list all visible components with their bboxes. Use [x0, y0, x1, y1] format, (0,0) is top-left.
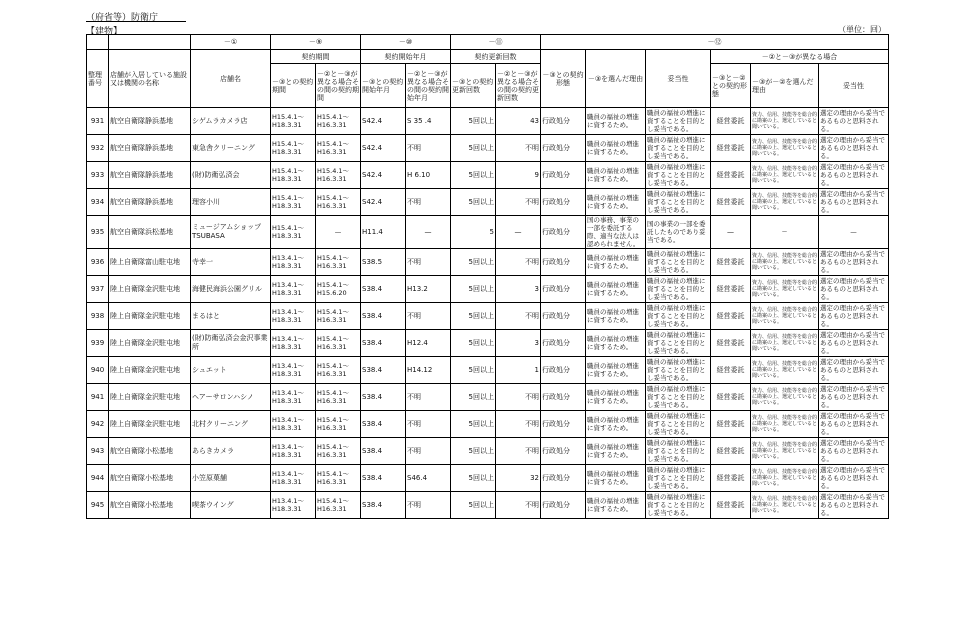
row-no: 944 — [87, 465, 109, 492]
shop-name-cell: ミュージアムショップTSUBASA — [191, 216, 271, 249]
th-diff: －②と－③が異なる場合 — [711, 50, 889, 64]
header-underline — [86, 21, 186, 22]
renew-a-cell: 5回以上 — [451, 465, 496, 492]
th-start-b: －②と－③が異なる場合その間の契約開始年月 — [406, 64, 451, 108]
validity-2-cell: 選定の理由から妥当であるものと思料される。 — [819, 438, 889, 465]
form-cell: 行政処分 — [541, 108, 586, 135]
renew-a-cell: 5回以上 — [451, 162, 496, 189]
reason-2-cell: 資力、信用、技能等を総合的に勘案の上、選定していると聞いている。 — [751, 135, 819, 162]
shop-name-cell: ヘアーサロンハシノ — [191, 384, 271, 411]
form-2-cell: 経営委託 — [711, 162, 751, 189]
reason-2-cell: 資力、信用、技能等を総合的に勘案の上、選定していると聞いている。 — [751, 108, 819, 135]
form-2-cell: 経営委託 — [711, 189, 751, 216]
reason-cell: 職員の福祉の増進に資するため。 — [586, 108, 646, 135]
start-a-cell: S42.4 — [361, 189, 406, 216]
validity-cell: 職員の福祉の増進に資することを目的とし妥当である。 — [646, 135, 711, 162]
unit-label: （単位：回） — [838, 25, 886, 34]
table-row — [87, 357, 889, 384]
period-a-cell: H13.4.1～ H18.3.31 — [271, 384, 316, 411]
validity-2-cell: 選定の理由から妥当であるものと思料される。 — [819, 162, 889, 189]
reason-2-cell: 資力、信用、技能等を総合的に勘案の上、選定していると聞いている。 — [751, 357, 819, 384]
validity-cell: 職員の福祉の増進に資することを目的とし妥当である。 — [646, 357, 711, 384]
renew-a-cell: 5回以上 — [451, 303, 496, 330]
period-a-cell: H15.4.1～ H18.3.31 — [271, 162, 316, 189]
shop-name-cell: 寺幸一 — [191, 249, 271, 276]
validity-2-cell: 選定の理由から妥当であるものと思料される。 — [819, 249, 889, 276]
start-b-cell: S 35 .4 — [406, 108, 451, 135]
row-no: 945 — [87, 492, 109, 519]
form-2-cell: 経営委託 — [711, 465, 751, 492]
shop-name-cell: 理容小川 — [191, 189, 271, 216]
start-a-cell: S42.4 — [361, 135, 406, 162]
renew-a-cell: 5 — [451, 216, 496, 249]
shop-name-cell: シュエット — [191, 357, 271, 384]
facility-cell: 陸上自衛隊金沢駐屯地 — [109, 276, 191, 303]
period-a-cell: H13.4.1～ H18.3.31 — [271, 492, 316, 519]
form-cell: 行政処分 — [541, 303, 586, 330]
validity-2-cell: 選定の理由から妥当であるものと思料される。 — [819, 276, 889, 303]
reason-cell: 職員の福祉の増進に資するため。 — [586, 438, 646, 465]
period-a-cell: H13.4.1～ H18.3.31 — [271, 276, 316, 303]
th-validity: 妥当性 — [646, 50, 711, 108]
row-no: 939 — [87, 330, 109, 357]
th-blank — [109, 35, 191, 50]
start-b-cell: 不明 — [406, 135, 451, 162]
form-2-cell: 経営委託 — [711, 303, 751, 330]
start-a-cell: S42.4 — [361, 162, 406, 189]
period-a-cell: H13.4.1～ H18.3.31 — [271, 330, 316, 357]
facility-cell: 航空自衛隊小松基地 — [109, 492, 191, 519]
start-a-cell: H11.4 — [361, 216, 406, 249]
validity-cell: 職員の福祉の増進に資することを目的とし妥当である。 — [646, 162, 711, 189]
facility-cell: 航空自衛隊静浜基地 — [109, 135, 191, 162]
renew-b-cell: 不明 — [496, 303, 541, 330]
form-cell: 行政処分 — [541, 330, 586, 357]
renew-b-cell: 3 — [496, 276, 541, 303]
validity-2-cell: 選定の理由から妥当であるものと思料される。 — [819, 189, 889, 216]
form-cell: 行政処分 — [541, 438, 586, 465]
start-b-cell: H13.2 — [406, 276, 451, 303]
validity-cell: 職員の福祉の増進に資することを目的とし妥当である。 — [646, 108, 711, 135]
row-no: 935 — [87, 216, 109, 249]
reason-cell: 職員の福祉の増進に資するため。 — [586, 135, 646, 162]
period-b-cell: H15.4.1～ H16.3.31 — [316, 162, 361, 189]
th-blank — [87, 35, 109, 50]
table-row — [87, 438, 889, 465]
th-group-10: －⑩ — [361, 35, 451, 50]
th-renew-b: －②と－③が異なる場合その間の契約更新回数 — [496, 64, 541, 108]
start-b-cell: — — [406, 216, 451, 249]
form-2-cell: 経営委託 — [711, 108, 751, 135]
validity-2-cell: 選定の理由から妥当であるものと思料される。 — [819, 492, 889, 519]
renew-a-cell: 5回以上 — [451, 357, 496, 384]
reason-cell: 職員の福祉の増進に資するため。 — [586, 276, 646, 303]
form-cell: 行政処分 — [541, 189, 586, 216]
shop-name-cell: 小笠原菓舗 — [191, 465, 271, 492]
reason-2-cell: 資力、信用、技能等を総合的に勘案の上、選定していると聞いている。 — [751, 276, 819, 303]
th-group-1: －① — [191, 35, 271, 50]
table-row — [87, 384, 889, 411]
period-b-cell: H15.4.1～ H16.3.31 — [316, 303, 361, 330]
reason-2-cell: 資力、信用、技能等を総合的に勘案の上、選定していると聞いている。 — [751, 438, 819, 465]
shop-name-cell: まるはと — [191, 303, 271, 330]
row-no: 931 — [87, 108, 109, 135]
table-row — [87, 276, 889, 303]
validity-cell: 職員の福祉の増進に資することを目的とし妥当である。 — [646, 249, 711, 276]
renew-b-cell: 不明 — [496, 249, 541, 276]
validity-2-cell: 選定の理由から妥当であるものと思料される。 — [819, 108, 889, 135]
th-facility: 店舗が入居している施設又は機関の名称 — [109, 50, 191, 108]
start-b-cell: 不明 — [406, 249, 451, 276]
validity-2-cell: 選定の理由から妥当であるものと思料される。 — [819, 357, 889, 384]
start-b-cell: H12.4 — [406, 330, 451, 357]
form-cell: 行政処分 — [541, 411, 586, 438]
th-group-12: －⑫ — [541, 35, 889, 50]
reason-2-cell: 資力、信用、技能等を総合的に勘案の上、選定していると聞いている。 — [751, 492, 819, 519]
th-form: －③との契約形態 — [541, 50, 586, 108]
start-a-cell: S38.5 — [361, 249, 406, 276]
th-validity-2: 妥当性 — [819, 64, 889, 108]
reason-cell: 職員の福祉の増進に資するため。 — [586, 330, 646, 357]
period-a-cell: H13.4.1～ H18.3.31 — [271, 438, 316, 465]
reason-cell: 国の事務、事業の一部を委託する際、適当な法人は認められません。 — [586, 216, 646, 249]
start-b-cell: 不明 — [406, 384, 451, 411]
facility-cell: 陸上自衛隊金沢駐屯地 — [109, 330, 191, 357]
facility-cell: 陸上自衛隊金沢駐屯地 — [109, 357, 191, 384]
period-a-cell: H13.4.1～ H18.3.31 — [271, 303, 316, 330]
row-no: 934 — [87, 189, 109, 216]
facility-cell: 航空自衛隊静浜基地 — [109, 189, 191, 216]
form-2-cell: 経営委託 — [711, 135, 751, 162]
start-b-cell: 不明 — [406, 303, 451, 330]
period-a-cell: H15.4.1～ H18.3.31 — [271, 135, 316, 162]
period-b-cell: H15.4.1～ H15.6.20 — [316, 276, 361, 303]
validity-cell: 職員の福祉の増進に資することを目的とし妥当である。 — [646, 303, 711, 330]
table-row — [87, 411, 889, 438]
table-row — [87, 249, 889, 276]
renew-a-cell: 5回以上 — [451, 276, 496, 303]
reason-2-cell: 資力、信用、技能等を総合的に勘案の上、選定していると聞いている。 — [751, 384, 819, 411]
reason-2-cell: 資力、信用、技能等を総合的に勘案の上、選定していると聞いている。 — [751, 303, 819, 330]
th-group-11: －⑪ — [451, 35, 541, 50]
form-cell: 行政処分 — [541, 249, 586, 276]
th-form-2: －③と－②との契約形態 — [711, 64, 751, 108]
validity-2-cell: 選定の理由から妥当であるものと思料される。 — [819, 330, 889, 357]
th-renew-a: －③との契約更新回数 — [451, 64, 496, 108]
validity-2-cell: 選定の理由から妥当であるものと思料される。 — [819, 384, 889, 411]
table-row — [87, 465, 889, 492]
period-b-cell: H15.4.1～ H16.3.31 — [316, 108, 361, 135]
start-a-cell: S38.4 — [361, 276, 406, 303]
renew-b-cell: 32 — [496, 465, 541, 492]
renew-b-cell: 3 — [496, 330, 541, 357]
row-no: 932 — [87, 135, 109, 162]
th-start: 契約開始年月 — [361, 50, 451, 64]
reason-cell: 職員の福祉の増進に資するため。 — [586, 357, 646, 384]
start-b-cell: H 6.10 — [406, 162, 451, 189]
start-b-cell: S46.4 — [406, 465, 451, 492]
facility-cell: 陸上自衛隊金沢駐屯地 — [109, 303, 191, 330]
reason-cell: 職員の福祉の増進に資するため。 — [586, 465, 646, 492]
shop-name-cell: シゲムラカメラ店 — [191, 108, 271, 135]
validity-cell: 職員の福祉の増進に資することを目的とし妥当である。 — [646, 411, 711, 438]
reason-2-cell: 資力、信用、技能等を総合的に勘案の上、選定していると聞いている。 — [751, 411, 819, 438]
form-cell: 行政処分 — [541, 384, 586, 411]
th-no: 整理番号 — [87, 50, 109, 108]
validity-cell: 職員の福祉の増進に資することを目的とし妥当である。 — [646, 189, 711, 216]
period-a-cell: H13.4.1～ H18.3.31 — [271, 357, 316, 384]
shop-name-cell: あらきカメラ — [191, 438, 271, 465]
reason-2-cell: 資力、信用、技能等を総合的に勘案の上、選定していると聞いている。 — [751, 162, 819, 189]
form-cell: 行政処分 — [541, 162, 586, 189]
table-row — [87, 108, 889, 135]
period-b-cell: H15.4.1～ H16.3.31 — [316, 411, 361, 438]
th-period-a: －③との契約期間 — [271, 64, 316, 108]
period-b-cell: H15.4.1～ H16.3.31 — [316, 357, 361, 384]
period-b-cell: H15.4.1～ H16.3.31 — [316, 492, 361, 519]
period-a-cell: H13.4.1～ H18.3.31 — [271, 465, 316, 492]
start-a-cell: S38.4 — [361, 411, 406, 438]
reason-2-cell: — — [751, 216, 819, 249]
validity-2-cell: 選定の理由から妥当であるものと思料される。 — [819, 303, 889, 330]
start-a-cell: S38.4 — [361, 303, 406, 330]
table-row — [87, 189, 889, 216]
start-b-cell: 不明 — [406, 189, 451, 216]
period-b-cell: H15.4.1～ H16.3.31 — [316, 438, 361, 465]
row-no: 940 — [87, 357, 109, 384]
period-b-cell: H15.4.1～ H16.3.31 — [316, 465, 361, 492]
form-2-cell: — — [711, 216, 751, 249]
reason-cell: 職員の福祉の増進に資するため。 — [586, 189, 646, 216]
start-b-cell: H14.12 — [406, 357, 451, 384]
th-shop: 店舗名 — [191, 50, 271, 108]
form-cell: 行政処分 — [541, 135, 586, 162]
reason-cell: 職員の福祉の増進に資するため。 — [586, 162, 646, 189]
row-no: 933 — [87, 162, 109, 189]
validity-cell: 国の事業の一部を委託したものであり妥当である。 — [646, 216, 711, 249]
period-a-cell: H15.4.1～ H18.3.31 — [271, 216, 316, 249]
contracts-table — [86, 34, 889, 519]
period-a-cell: H15.4.1～ H18.3.31 — [271, 189, 316, 216]
form-cell: 行政処分 — [541, 465, 586, 492]
reason-2-cell: 資力、信用、技能等を総合的に勘案の上、選定していると聞いている。 — [751, 330, 819, 357]
validity-2-cell: 選定の理由から妥当であるものと思料される。 — [819, 135, 889, 162]
start-a-cell: S38.4 — [361, 384, 406, 411]
renew-b-cell: 9 — [496, 162, 541, 189]
renew-a-cell: 5回以上 — [451, 492, 496, 519]
facility-cell: 陸上自衛隊金沢駐屯地 — [109, 411, 191, 438]
table-row — [87, 330, 889, 357]
reason-cell: 職員の福祉の増進に資するため。 — [586, 411, 646, 438]
validity-cell: 職員の福祉の増進に資することを目的とし妥当である。 — [646, 438, 711, 465]
form-2-cell: 経営委託 — [711, 357, 751, 384]
renew-a-cell: 5回以上 — [451, 330, 496, 357]
validity-cell: 職員の福祉の増進に資することを目的とし妥当である。 — [646, 465, 711, 492]
validity-2-cell: — — [819, 216, 889, 249]
period-b-cell: H15.4.1～ H16.3.31 — [316, 135, 361, 162]
start-a-cell: S38.4 — [361, 438, 406, 465]
reason-2-cell: 資力、信用、技能等を総合的に勘案の上、選定していると聞いている。 — [751, 249, 819, 276]
period-b-cell: H15.4.1～ H16.3.31 — [316, 189, 361, 216]
start-b-cell: 不明 — [406, 411, 451, 438]
period-b-cell: H15.4.1～ H16.3.31 — [316, 249, 361, 276]
th-period-b: －②と－③が異なる場合その間の契約期間 — [316, 64, 361, 108]
validity-2-cell: 選定の理由から妥当であるものと思料される。 — [819, 465, 889, 492]
form-cell: 行政処分 — [541, 492, 586, 519]
renew-a-cell: 5回以上 — [451, 411, 496, 438]
period-b-cell: H15.4.1～ H16.3.31 — [316, 384, 361, 411]
renew-b-cell: 1 — [496, 357, 541, 384]
row-no: 937 — [87, 276, 109, 303]
ministry-label: （府省等）防衛庁 — [86, 13, 159, 23]
form-cell: 行政処分 — [541, 276, 586, 303]
th-period: 契約期間 — [271, 50, 361, 64]
renew-b-cell: — — [496, 216, 541, 249]
period-a-cell: H13.4.1～ H18.3.31 — [271, 249, 316, 276]
row-no: 943 — [87, 438, 109, 465]
table-row — [87, 162, 889, 189]
renew-b-cell: 不明 — [496, 492, 541, 519]
form-cell: 行政処分 — [541, 216, 586, 249]
start-a-cell: S42.4 — [361, 108, 406, 135]
validity-2-cell: 選定の理由から妥当であるものと思料される。 — [819, 411, 889, 438]
renew-b-cell: 不明 — [496, 135, 541, 162]
facility-cell: 陸上自衛隊金沢駐屯地 — [109, 384, 191, 411]
period-a-cell: H13.4.1～ H18.3.31 — [271, 411, 316, 438]
category-label: 【建物】 — [86, 27, 123, 37]
reason-cell: 職員の福祉の増進に資するため。 — [586, 492, 646, 519]
start-a-cell: S38.4 — [361, 357, 406, 384]
table-row — [87, 135, 889, 162]
facility-cell: 航空自衛隊小松基地 — [109, 438, 191, 465]
validity-cell: 職員の福祉の増進に資することを目的とし妥当である。 — [646, 276, 711, 303]
start-b-cell: 不明 — [406, 438, 451, 465]
shop-name-cell: (財)防衛弘済会 — [191, 162, 271, 189]
facility-cell: 航空自衛隊小松基地 — [109, 465, 191, 492]
row-no: 936 — [87, 249, 109, 276]
table-row — [87, 492, 889, 519]
renew-a-cell: 5回以上 — [451, 384, 496, 411]
shop-name-cell: 東急舎クリーニング — [191, 135, 271, 162]
renew-a-cell: 5回以上 — [451, 189, 496, 216]
facility-cell: 航空自衛隊浜松基地 — [109, 216, 191, 249]
reason-2-cell: 資力、信用、技能等を総合的に勘案の上、選定していると聞いている。 — [751, 189, 819, 216]
renew-b-cell: 不明 — [496, 189, 541, 216]
validity-cell: 職員の福祉の増進に資することを目的とし妥当である。 — [646, 492, 711, 519]
row-no: 938 — [87, 303, 109, 330]
row-no: 942 — [87, 411, 109, 438]
form-cell: 行政処分 — [541, 357, 586, 384]
start-b-cell: 不明 — [406, 492, 451, 519]
form-2-cell: 経営委託 — [711, 411, 751, 438]
start-a-cell: S38.4 — [361, 492, 406, 519]
validity-cell: 職員の福祉の増進に資することを目的とし妥当である。 — [646, 330, 711, 357]
renew-b-cell: 43 — [496, 108, 541, 135]
period-b-cell: H15.4.1～ H16.3.31 — [316, 330, 361, 357]
th-renew: 契約更新回数 — [451, 50, 541, 64]
shop-name-cell: (財)防衛弘済会金沢事業所 — [191, 330, 271, 357]
th-start-a: －③との契約開始年月 — [361, 64, 406, 108]
row-no: 941 — [87, 384, 109, 411]
renew-a-cell: 5回以上 — [451, 108, 496, 135]
shop-name-cell: 海健民海浜公園グリル — [191, 276, 271, 303]
facility-cell: 航空自衛隊静浜基地 — [109, 162, 191, 189]
renew-b-cell: 不明 — [496, 411, 541, 438]
table-row — [87, 303, 889, 330]
reason-cell: 職員の福祉の増進に資するため。 — [586, 303, 646, 330]
start-a-cell: S38.4 — [361, 330, 406, 357]
reason-cell: 職員の福祉の増進に資するため。 — [586, 384, 646, 411]
renew-a-cell: 5回以上 — [451, 135, 496, 162]
renew-a-cell: 5回以上 — [451, 249, 496, 276]
shop-name-cell: 喫茶ウイング — [191, 492, 271, 519]
th-reason-2: －③が－②を選んだ理由 — [751, 64, 819, 108]
period-a-cell: H15.4.1～ H18.3.31 — [271, 108, 316, 135]
facility-cell: 航空自衛隊静浜基地 — [109, 108, 191, 135]
th-group-9: －⑨ — [271, 35, 361, 50]
renew-a-cell: 5回以上 — [451, 438, 496, 465]
form-2-cell: 経営委託 — [711, 276, 751, 303]
facility-cell: 陸上自衛隊富山駐屯地 — [109, 249, 191, 276]
form-2-cell: 経営委託 — [711, 438, 751, 465]
validity-cell: 職員の福祉の増進に資することを目的とし妥当である。 — [646, 384, 711, 411]
start-a-cell: S38.4 — [361, 465, 406, 492]
period-b-cell: — — [316, 216, 361, 249]
shop-name-cell: 北村クリーニング — [191, 411, 271, 438]
reason-cell: 職員の福祉の増進に資するため。 — [586, 249, 646, 276]
reason-2-cell: 資力、信用、技能等を総合的に勘案の上、選定していると聞いている。 — [751, 465, 819, 492]
form-2-cell: 経営委託 — [711, 330, 751, 357]
form-2-cell: 経営委託 — [711, 249, 751, 276]
form-2-cell: 経営委託 — [711, 492, 751, 519]
renew-b-cell: 不明 — [496, 384, 541, 411]
table-row — [87, 216, 889, 249]
th-reason: －③を選んだ理由 — [586, 50, 646, 108]
form-2-cell: 経営委託 — [711, 384, 751, 411]
renew-b-cell: 不明 — [496, 438, 541, 465]
